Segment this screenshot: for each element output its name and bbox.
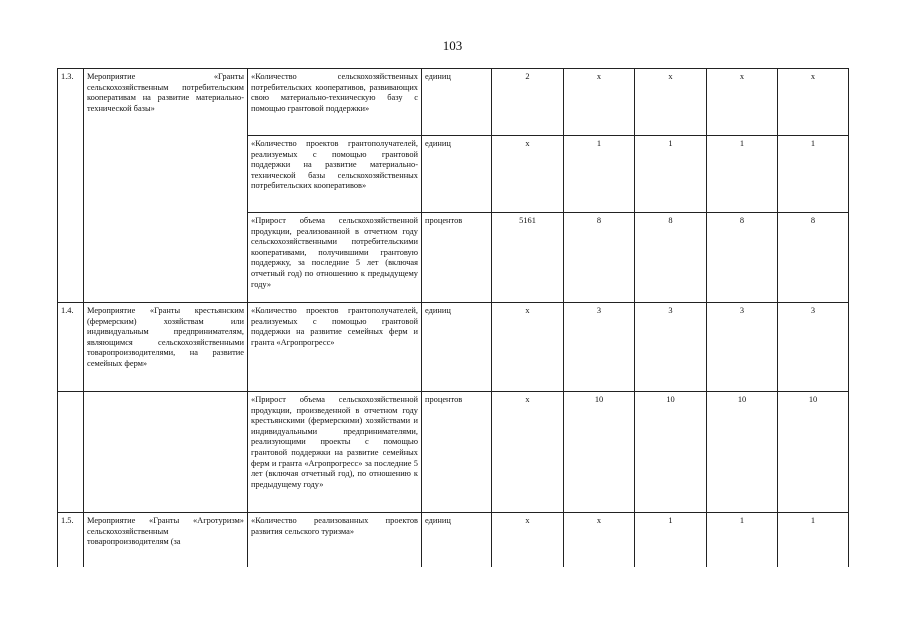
value-cell: 1 [707,136,778,213]
value-cell: 1 [635,513,707,567]
table-row [58,513,849,567]
page-number: 103 [442,38,463,53]
row-number-cell: 1.5. [58,513,84,567]
event-name-cell: Мероприятие «Гранты «Агротуризм» сельскохозяйственным товаропроизводителям (за [84,513,248,567]
event-name-cell [84,392,248,513]
value-cell: х [635,69,707,136]
value-cell: х [492,303,564,392]
value-cell: х [707,69,778,136]
indicators-table [57,68,849,567]
unit-cell: процентов [422,213,492,303]
table-row [58,69,849,136]
row-number-cell: 1.4. [58,303,84,392]
value-cell: 3 [564,303,635,392]
value-cell: 1 [778,136,849,213]
value-cell: х [492,513,564,567]
value-cell: х [492,392,564,513]
value-cell: 3 [707,303,778,392]
value-cell: 5161 [492,213,564,303]
value-cell: 8 [778,213,849,303]
indicator-name-cell: «Количество реализованных проектов развития сельского туризма» [248,513,422,567]
unit-cell: единиц [422,303,492,392]
event-name-cell: Мероприятие «Гранты сельскохозяйственным потребительским кооперативам на развитие материально-технической базы» [84,69,248,303]
indicator-name-cell: «Прирост объема сельскохозяйственной продукции, реализованной в отчетном году сельскохозяйственными потребительскими кооперативами, получившими грантовую поддержку, за последние 5 лет (включая отчетный год) по отношению к предыдущему году» [248,213,422,303]
value-cell: 1 [707,513,778,567]
row-number-cell: 1.3. [58,69,84,303]
value-cell: х [778,69,849,136]
value-cell: 10 [564,392,635,513]
unit-cell: единиц [422,513,492,567]
value-cell: х [492,136,564,213]
value-cell: х [564,69,635,136]
value-cell: 1 [635,136,707,213]
indicator-name-cell: «Количество проектов грантополучателей, реализуемых с помощью грантовой поддержки на развитие семейных ферм и гранта «Агропрогресс» [248,303,422,392]
value-cell: 8 [707,213,778,303]
unit-cell: процентов [422,392,492,513]
unit-cell: единиц [422,136,492,213]
value-cell: 1 [778,513,849,567]
value-cell: 8 [564,213,635,303]
unit-cell: единиц [422,69,492,136]
value-cell: х [564,513,635,567]
value-cell: 3 [778,303,849,392]
value-cell: 1 [564,136,635,213]
indicator-name-cell: «Количество проектов грантополучателей, реализуемых с помощью грантовой поддержки на развитие материально-технической базы сельскохозяйственных потребительских кооперативов» [248,136,422,213]
indicator-name-cell: «Количество сельскохозяйственных потребительских кооперативов, развивающих свою материально-техническую базу с помощью грантовой поддержки» [248,69,422,136]
value-cell: 10 [707,392,778,513]
indicator-name-cell: «Прирост объема сельскохозяйственной продукции, произведенной в отчетном году крестьянскими (фермерскими) хозяйствами и индивидуальными предпринимателями, реализующими проекты с помощью грантовой поддержки на развитие семейных ферм и гранта «Агропрогресс» за последние 5 лет (включая отчетный год), по отношению к предыдущему году» [248,392,422,513]
value-cell: 8 [635,213,707,303]
value-cell: 3 [635,303,707,392]
event-name-cell: Мероприятие «Гранты крестьянским (фермерским) хозяйствам или индивидуальным предпринимателям, являющимся сельскохозяйственными товаропроизводителями, на развитие семейных ферм» [84,303,248,392]
value-cell: 10 [778,392,849,513]
value-cell: 10 [635,392,707,513]
row-number-cell [58,392,84,513]
table-row [58,392,849,513]
table-row [58,303,849,392]
value-cell: 2 [492,69,564,136]
